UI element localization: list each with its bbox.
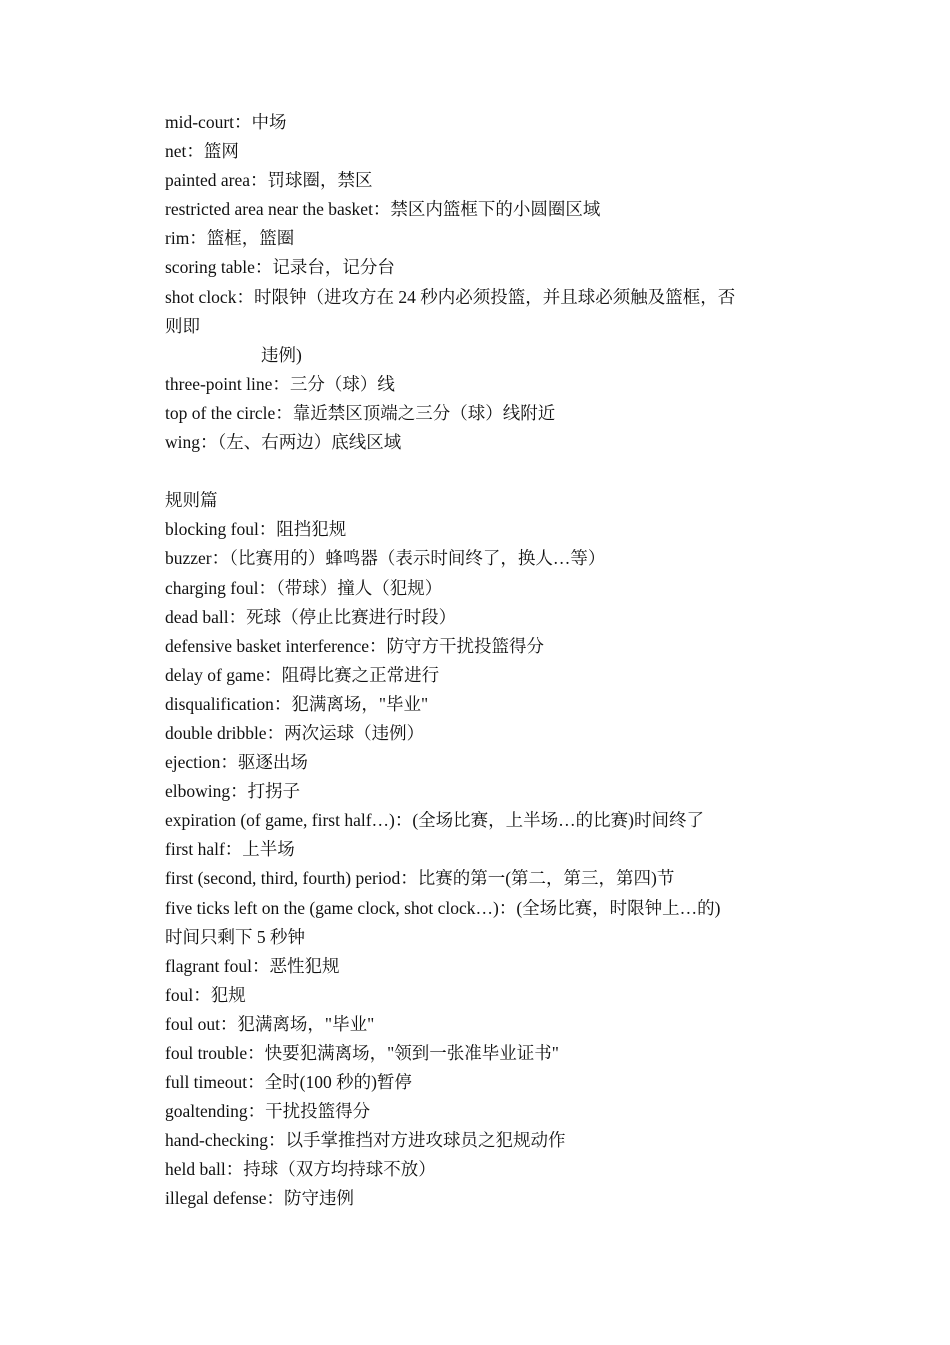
entry-shot-clock: shot clock：时限钟（进攻方在 24 秒内必须投篮，并且球必须触及篮框，否 [165, 286, 736, 307]
entry-ejection: ejection：驱逐出场 [165, 752, 308, 773]
document-page [165, 108, 795, 1214]
entry-delay-of-game: delay of game：阻碍比赛之正常进行 [165, 664, 440, 685]
entry-full-timeout: full timeout：全时(100 秒的)暂停 [165, 1072, 412, 1093]
entry-net: net：篮网 [165, 141, 239, 162]
entry-foul: foul：犯规 [165, 984, 246, 1005]
entry-rim: rim：篮框，篮圈 [165, 228, 295, 249]
entry-defensive-basket-interference: defensive basket interference：防守方干扰投篮得分 [165, 635, 545, 656]
entry-illegal-defense: illegal defense：防守违例 [165, 1188, 355, 1209]
section-heading: 规则篇 [165, 490, 218, 511]
entry-flagrant-foul: flagrant foul：恶性犯规 [165, 955, 340, 976]
entry-blocking-foul: blocking foul：阻挡犯规 [165, 519, 347, 540]
entry-five-ticks-left: five ticks left on the (game clock, shot clock…)：(全场比赛，时限钟上…的) [165, 897, 721, 918]
entry-mid-court: mid-court：中场 [165, 112, 287, 132]
entry-goaltending: goaltending：干扰投篮得分 [165, 1101, 371, 1122]
blank-line [165, 457, 795, 486]
entry-first-period: first (second, third, fourth) period：比赛的第一(第二，第三，第四)节 [165, 868, 675, 889]
entry-restricted-area: restricted area near the basket：禁区内篮框下的小圆圈区域 [165, 199, 601, 220]
entry-three-point-line: three-point line：三分（球）线 [165, 373, 395, 394]
entry-foul-out: foul out：犯满离场，"毕业" [165, 1013, 375, 1034]
entry-painted-area: painted area：罚球圈，禁区 [165, 170, 373, 191]
entry-hand-checking: hand-checking：以手掌推挡对方进攻球员之犯规动作 [165, 1130, 566, 1151]
entry-dead-ball: dead ball：死球（停止比赛进行时段） [165, 606, 457, 627]
entry-scoring-table: scoring table：记录台，记分台 [165, 257, 395, 278]
entry-shot-clock-cont2: 违例) [261, 344, 302, 365]
entry-wing: wing：（左、右两边）底线区域 [165, 432, 402, 453]
entry-elbowing: elbowing：打拐子 [165, 781, 301, 802]
entry-top-of-circle: top of the circle：靠近禁区顶端之三分（球）线附近 [165, 402, 556, 423]
entry-first-half: first half：上半场 [165, 839, 295, 860]
entry-disqualification: disqualification：犯满离场，"毕业" [165, 693, 429, 714]
entry-buzzer: buzzer：（比赛用的）蜂鸣器（表示时间终了，换人…等） [165, 548, 606, 569]
entry-foul-trouble: foul trouble：快要犯满离场，"领到一张准毕业证书" [165, 1043, 559, 1063]
entry-expiration: expiration (of game, first half…)：(全场比赛，上半场…的比赛)时间终了 [165, 810, 705, 831]
entry-charging-foul: charging foul：（带球）撞人（犯规） [165, 577, 443, 598]
entry-double-dribble: double dribble：两次运球（违例） [165, 722, 425, 743]
entry-five-ticks-left-cont: 时间只剩下 5 秒钟 [165, 926, 305, 947]
entry-shot-clock-cont: 则即 [165, 315, 200, 336]
entry-held-ball: held ball：持球（双方均持球不放） [165, 1159, 436, 1180]
